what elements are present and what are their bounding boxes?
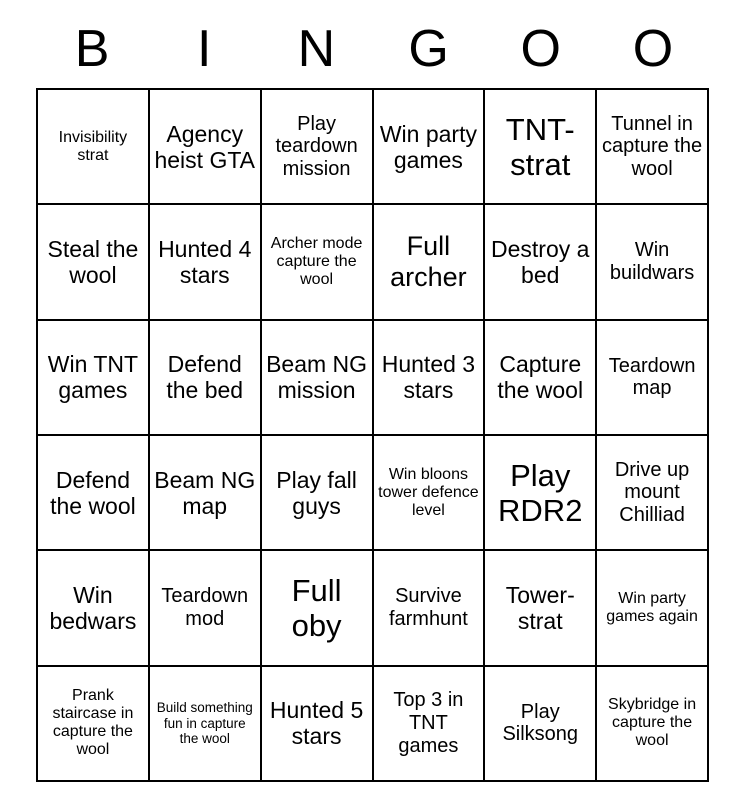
bingo-cell[interactable] [150, 205, 262, 320]
bingo-cell[interactable] [38, 436, 150, 551]
bingo-cell-label: Beam NG mission [266, 351, 368, 404]
bingo-cell-label: Destroy a bed [491, 236, 590, 288]
bingo-cell[interactable] [262, 90, 374, 205]
bingo-cell-label: Play teardown mission [275, 112, 358, 180]
bingo-cell-label: Teardown map [608, 354, 696, 400]
bingo-cell-label: Tunnel in capture the wool [602, 112, 703, 180]
bingo-cell[interactable] [374, 205, 486, 320]
bingo-cell[interactable] [262, 436, 374, 551]
bingo-cell[interactable] [597, 551, 709, 666]
bingo-header-letter-6: O [632, 20, 674, 78]
bingo-cell[interactable] [374, 321, 486, 436]
bingo-header [36, 10, 709, 88]
bingo-header-letter-5: O [520, 20, 561, 78]
bingo-cell[interactable] [262, 667, 374, 782]
bingo-cell-label: Win TNT games [47, 351, 139, 404]
bingo-cell-label: Win bloons tower defence level [378, 465, 479, 519]
bingo-cell[interactable] [597, 205, 709, 320]
bingo-cell-label: Hunted 4 stars [158, 236, 252, 288]
bingo-cell-label: Defend the bed [166, 351, 244, 404]
bingo-header-letter-1: B [74, 20, 110, 78]
bingo-cell[interactable] [150, 90, 262, 205]
bingo-cell[interactable] [150, 436, 262, 551]
bingo-cell-label: Agency heist GTA [154, 120, 256, 173]
bingo-cell-label: Full oby [291, 572, 342, 643]
bingo-cell-label: Tower-strat [505, 582, 575, 634]
bingo-header-letter-3: N [297, 20, 336, 78]
bingo-cell-label: Survive farmhunt [388, 585, 468, 630]
bingo-cell[interactable] [150, 321, 262, 436]
bingo-cell-label: Full archer [390, 231, 467, 292]
bingo-cell-label: Skybridge in capture the wool [608, 696, 697, 750]
bingo-cell[interactable] [38, 321, 150, 436]
bingo-cell-label: Capture the wool [497, 351, 584, 404]
bingo-cell-label: Win buildwars [609, 239, 695, 284]
bingo-cell[interactable] [150, 667, 262, 782]
bingo-cell-label: Archer mode capture the wool [270, 234, 363, 289]
bingo-cell[interactable] [374, 436, 486, 551]
bingo-header-letter-2: I [197, 20, 212, 78]
bingo-cell[interactable] [374, 551, 486, 666]
bingo-cell-label: Build something fun in capture the wool [156, 700, 253, 746]
bingo-grid [36, 88, 709, 782]
bingo-cell[interactable] [485, 321, 597, 436]
bingo-cell-label: Hunted 3 stars [381, 351, 476, 404]
bingo-cell-label: Invisibility strat [58, 128, 128, 164]
bingo-cell-label: Play fall guys [276, 466, 357, 519]
bingo-cell[interactable] [262, 551, 374, 666]
bingo-cell[interactable] [597, 321, 709, 436]
bingo-header-letter-4: G [408, 20, 449, 78]
bingo-cell[interactable] [485, 436, 597, 551]
bingo-cell-label: TNT-strat [505, 111, 575, 182]
bingo-cell-label: Hunted 5 stars [269, 697, 364, 750]
bingo-cell-label: Win bedwars [49, 582, 137, 634]
bingo-cell[interactable] [38, 205, 150, 320]
bingo-cell-label: Win party games again [606, 589, 698, 625]
bingo-cell-label: Drive up mount Chilliad [614, 458, 690, 526]
bingo-cell[interactable] [597, 667, 709, 782]
bingo-cell[interactable] [374, 667, 486, 782]
bingo-cell[interactable] [38, 551, 150, 666]
bingo-cell-label: Win party games [379, 120, 477, 173]
bingo-cell[interactable] [38, 667, 150, 782]
bingo-cell-label: Beam NG map [154, 466, 256, 519]
bingo-cell-label: Teardown mod [161, 585, 249, 630]
bingo-cell-label: Top 3 in TNT games [393, 689, 464, 757]
bingo-cell[interactable] [485, 667, 597, 782]
bingo-cell[interactable] [374, 90, 486, 205]
bingo-cell[interactable] [597, 436, 709, 551]
bingo-cell[interactable] [485, 205, 597, 320]
bingo-cell-label: Play Silksong [502, 700, 579, 746]
bingo-cell[interactable] [38, 90, 150, 205]
bingo-cell[interactable] [485, 551, 597, 666]
bingo-cell-label: Defend the wool [50, 466, 136, 519]
bingo-cell-label: Steal the wool [47, 236, 139, 288]
bingo-cell-label: Prank staircase in capture the wool [52, 687, 134, 759]
bingo-cell[interactable] [150, 551, 262, 666]
bingo-cell[interactable] [485, 90, 597, 205]
bingo-cell[interactable] [597, 90, 709, 205]
bingo-cell[interactable] [262, 205, 374, 320]
bingo-cell-label: Play RDR2 [498, 457, 583, 528]
bingo-cell[interactable] [262, 321, 374, 436]
